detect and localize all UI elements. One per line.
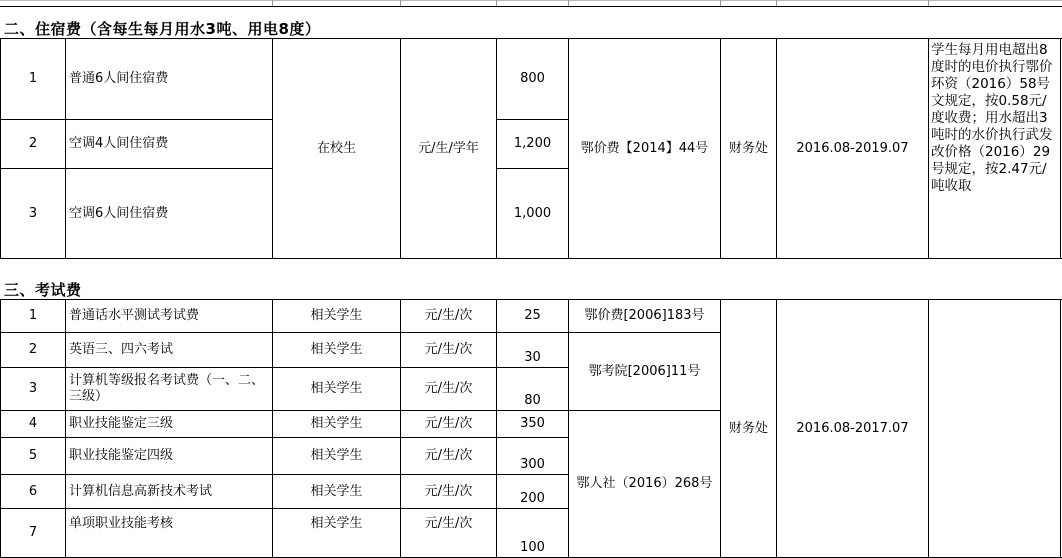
s3-row4-amount: 350 [520,416,545,431]
s3-row2-amount: 30 [524,350,541,365]
s3-row6-amount: 200 [520,491,545,506]
s3-row1-name: 普通话水平测试考试费 [69,308,200,323]
s3-row2-unit: 元/生/次 [424,342,473,357]
s3-row5-name: 职业技能鉴定四级 [69,448,174,463]
s3-row3-amount: 80 [524,393,541,408]
s2-target: 在校生 [316,140,356,156]
section2-title: 二、住宿费（含每生每月用水3吨、用电8度） [4,20,321,38]
s3-row1-no: 1 [28,308,38,323]
s3-row5-target: 相关学生 [310,448,363,463]
s3-basis-1: 鄂价费[2006]183号 [584,308,705,323]
s3-row5-unit: 元/生/次 [424,448,473,463]
s3-row1-amount: 25 [524,308,541,323]
s2-row1-amount: 800 [520,71,545,86]
s2-row1-name: 普通6人间住宿费 [69,71,169,86]
s3-row7-name: 单项职业技能考核 [69,516,174,531]
s3-basis-3: 鄂人社（2016）268号 [576,476,713,491]
s3-row3-name: 计算机等级报名考试费（一、二、三级） [69,373,265,404]
s3-period: 2016.08-2017.07 [796,420,909,436]
s3-row6-unit: 元/生/次 [424,483,473,499]
s3-dept: 财务处 [728,420,768,436]
s2-row2-name: 空调4人间住宿费 [69,136,169,151]
s3-row7-unit: 元/生/次 [424,516,473,531]
s3-row2-no: 2 [28,342,38,357]
s2-unit: 元/生/学年 [418,140,479,156]
s3-row1-target: 相关学生 [310,308,363,323]
s3-row7-target: 相关学生 [310,516,363,531]
s3-row4-unit: 元/生/次 [424,416,473,431]
section3-title: 三、考试费 [4,281,82,299]
s3-row5-no: 5 [28,448,38,463]
s2-row3-amount: 1,000 [513,205,552,221]
s2-basis: 鄂价费【2014】44号 [580,140,709,156]
s3-row7-no: 7 [28,525,38,540]
s3-row3-no: 3 [28,381,38,396]
s3-row1-unit: 元/生/次 [424,308,473,323]
s2-dept: 财务处 [728,140,768,156]
s3-row4-name: 职业技能鉴定三级 [69,416,174,431]
s2-row3-name: 空调6人间住宿费 [69,205,169,221]
s3-row6-no: 6 [28,483,38,499]
s3-row3-target: 相关学生 [310,381,363,396]
s3-row5-amount: 300 [520,457,545,472]
s2-note: 学生每月用电超出8度时的电价执行鄂价环资（2016）58号文规定，按0.58元/度收费；用水超出3吨时的水价执行武发改价格（2016）29号规定，按2.47元/吨收取 [931,42,1053,194]
s2-row2-no: 2 [28,136,38,151]
s2-row3-no: 3 [28,205,38,221]
s3-row7-amount: 100 [520,540,545,555]
s3-row3-unit: 元/生/次 [424,381,473,396]
s3-basis-2: 鄂考院[2006]11号 [588,363,701,379]
s3-row6-target: 相关学生 [310,483,363,499]
s3-row4-no: 4 [28,416,38,431]
s3-row4-target: 相关学生 [310,416,363,431]
s3-row2-name: 英语三、四六考试 [69,342,174,357]
s2-row1-no: 1 [28,71,38,86]
s2-row2-amount: 1,200 [513,136,552,151]
s2-period: 2016.08-2019.07 [796,140,909,156]
s3-row6-name: 计算机信息高新技术考试 [69,483,213,499]
s3-row2-target: 相关学生 [310,342,363,357]
